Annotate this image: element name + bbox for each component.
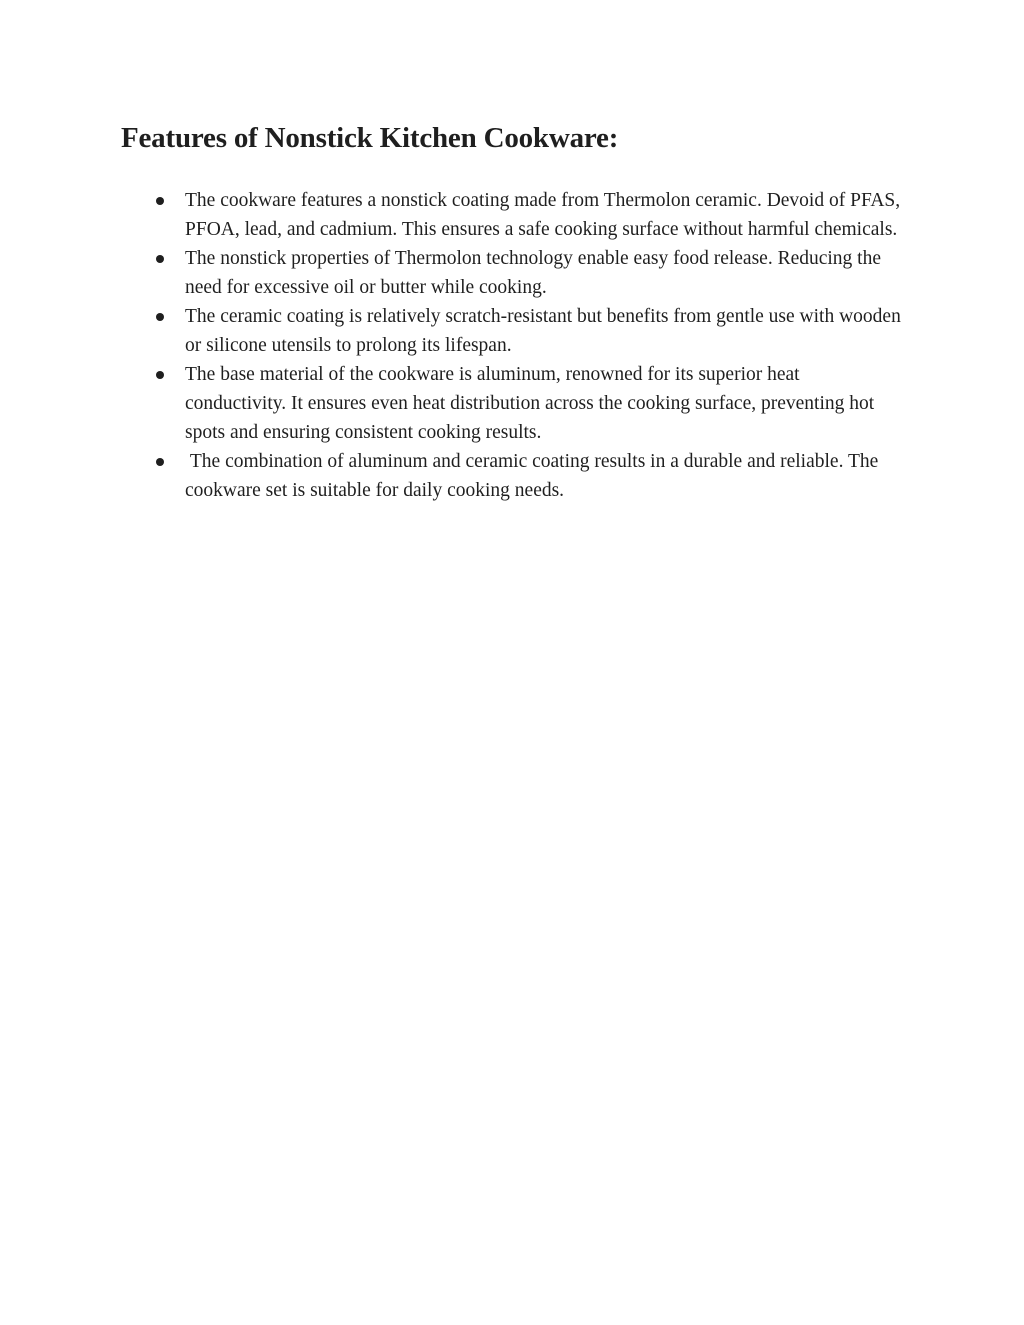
list-item [121, 186, 906, 244]
list-item-text: The nonstick properties of Thermolon technology enable easy food release. Reducing the need for excessive oil or butter while cooking. [185, 248, 886, 298]
list-item-text: The ceramic coating is relatively scratch-resistant but benefits from gentle use with wooden or silicone utensils to prolong its lifespan. [185, 306, 906, 356]
bullet-icon [156, 197, 164, 205]
list-item-text: The combination of aluminum and ceramic coating results in a durable and reliable. The cookware set is suitable for daily cooking needs. [185, 451, 884, 501]
list-item-text: The cookware features a nonstick coating made from Thermolon ceramic. Devoid of PFAS, PFOA, lead, and cadmium. This ensures a safe cooking surface without harmful chemicals. [185, 190, 906, 240]
list-item [121, 302, 906, 360]
feature-list [121, 186, 906, 505]
list-item-text: The base material of the cookware is aluminum, renowned for its superior heat conductivity. It ensures even heat distribution across the cooking surface, preventing hot spots and ensuring consistent cooking results. [185, 364, 880, 443]
list-item [121, 360, 901, 447]
list-item [121, 447, 901, 505]
page-title: Features of Nonstick Kitchen Cookware: [121, 122, 619, 154]
bullet-icon [156, 255, 164, 263]
bullet-icon [156, 458, 164, 466]
bullet-icon [156, 371, 164, 379]
list-item [121, 244, 901, 302]
bullet-icon [156, 313, 164, 321]
